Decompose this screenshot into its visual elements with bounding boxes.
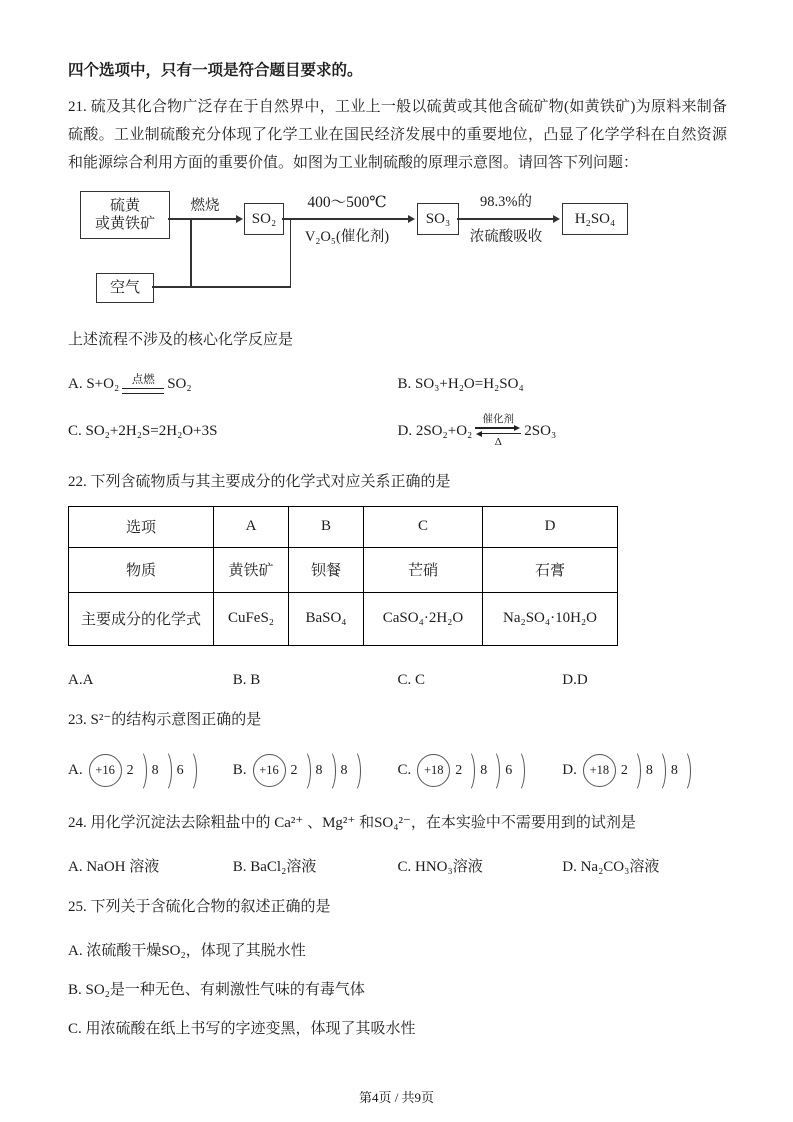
shell-electron-count: 8 (151, 762, 159, 778)
q21-option-a (68, 374, 398, 394)
q21-option-b (398, 376, 728, 393)
option-text: C. C (397, 671, 426, 688)
shell-arc-icon (321, 750, 336, 792)
shell-arc-icon (676, 750, 691, 792)
shell-electron-count: 2 (126, 762, 134, 778)
flow-line (152, 286, 291, 288)
option-text: D.D (562, 671, 588, 688)
flow-arrowhead (553, 215, 560, 223)
section-instruction: 四个选项中，只有一项是符合题目要求的。 (68, 62, 363, 79)
shell-electron-count: 8 (645, 762, 653, 778)
q22-options (68, 672, 727, 689)
option-text: A.A (68, 671, 94, 688)
option-label: A. (68, 762, 83, 779)
q23-option-c (398, 750, 563, 792)
table-row (69, 592, 618, 645)
flow-line (190, 219, 192, 287)
flow-box-source-line2: 或黄铁矿 (94, 216, 155, 233)
shell-electron-count: 8 (340, 762, 348, 778)
shell-arc-icon (485, 750, 500, 792)
shell-arc-icon (182, 750, 197, 792)
q22-option-c (398, 672, 563, 689)
flow-line (290, 219, 292, 287)
q24-stem: 24. 用化学沉淀法去除粗盐中的 Ca²⁺ 、Mg²⁺ 和SO₄²⁻，在本实验中不需要用到的试剂是 (68, 814, 636, 831)
shell-electron-count: 6 (176, 762, 184, 778)
q21-stem: 21. 硫及其化合物广泛存在于自然界中，工业上一般以硫黄或其他含硫矿物(如黄铁矿)为原料来制备硫酸。工业制硫酸充分体现了化学工业在国民经济发展中的重要地位，凸显了化学学科在自然资源和能源综合利用方面的重要价值。如图为工业制硫酸的原理示意图。请回答下列问题： (68, 99, 727, 171)
q25-stem: 25. 下列关于含硫化合物的叙述正确的是 (68, 898, 331, 915)
nucleus: +18 (417, 754, 450, 787)
table-cell: CuFeS₂ (214, 592, 289, 645)
q21-option-d-catalyst: 催化剂 (482, 413, 515, 425)
shell-electron-count: 2 (455, 762, 463, 778)
table-row (69, 547, 618, 592)
flow-box-air: 空气 (96, 273, 154, 303)
table-cell: 钡餐 (289, 547, 364, 592)
flow-line (168, 218, 238, 220)
flow-box-so2: SO₂ (244, 203, 284, 235)
option-text: B. B (232, 671, 261, 688)
nucleus: +18 (583, 754, 616, 787)
q22-option-d (562, 672, 727, 689)
option-text: D. Na₂CO₃溶液 (562, 858, 660, 875)
ignite-condition-equals (122, 374, 164, 394)
q21-option-d (398, 414, 728, 449)
q23-stem: 23. S²⁻的结构示意图正确的是 (68, 711, 262, 728)
q21-option-d-post: 2SO₃ (524, 422, 557, 439)
shell-arc-icon (460, 750, 475, 792)
shell-electron-count: 2 (620, 762, 628, 778)
table-cell: 物质 (69, 547, 214, 592)
flow-arrowhead (408, 215, 415, 223)
q21-options-cd (68, 414, 727, 449)
q22-option-b (233, 672, 398, 689)
q21-option-b-text: B. SO₃+H₂O=H₂SO₄ (397, 375, 524, 392)
nucleus: +16 (253, 754, 286, 787)
flow-condition2-top: 98.3%的 (480, 194, 532, 211)
shell-electron-count: 8 (315, 762, 323, 778)
q22-table (68, 506, 618, 646)
flow-condition2-bottom: 浓硫酸吸收 (469, 229, 543, 246)
reversible-arrow-icon (475, 425, 521, 436)
q21-option-d-pre: D. 2SO₂+O₂ (397, 422, 473, 439)
q24-options (68, 855, 727, 876)
table-cell: B (289, 506, 364, 547)
option-label: B. (232, 762, 247, 779)
shell-electron-count: 6 (505, 762, 513, 778)
nucleus: +16 (89, 754, 122, 787)
option-text: A. 浓硫酸干燥SO₂，体现了其脱水性 (68, 942, 306, 959)
q21-flow-diagram (68, 185, 727, 313)
shell-arc-icon (132, 750, 147, 792)
option-text: A. NaOH 溶液 (68, 858, 160, 875)
table-cell: 芒硝 (364, 547, 483, 592)
flow-condition1-bottom: V₂O₅(催化剂) (304, 229, 390, 246)
flow-box-so3: SO₃ (417, 203, 459, 235)
shell-arc-icon (651, 750, 666, 792)
option-label: D. (562, 762, 577, 779)
flow-condition1-top: 400～500℃ (307, 194, 387, 212)
option-label: C. (397, 762, 412, 779)
q23-option-a (68, 750, 233, 792)
q24-option-a (68, 855, 233, 876)
q24-option-c (398, 855, 563, 876)
q21-option-a-pre: A. S+O₂ (68, 375, 120, 392)
option-text: B. BaCl₂溶液 (232, 858, 317, 875)
flow-box-source (80, 191, 170, 239)
shell-electron-count: 2 (290, 762, 298, 778)
double-line-equals (122, 388, 164, 394)
q23-option-b (233, 750, 398, 792)
q25-option-c (68, 1017, 727, 1038)
q21-option-a-post: SO₂ (167, 375, 192, 392)
q21-option-c (68, 423, 398, 440)
shell-arc-icon (346, 750, 361, 792)
table-cell: 石膏 (483, 547, 618, 592)
table-cell: A (214, 506, 289, 547)
shell-electron-count: 8 (670, 762, 678, 778)
shell-arc-icon (510, 750, 525, 792)
table-cell: BaSO₄ (289, 592, 364, 645)
q24-option-d (562, 855, 727, 876)
q21-question: 上述流程不涉及的核心化学反应是 (68, 332, 294, 349)
table-cell: 黄铁矿 (214, 547, 289, 592)
flow-arrowhead (236, 215, 243, 223)
atom-structure-diagram (89, 750, 197, 792)
table-cell: C (364, 506, 483, 547)
q25-option-b (68, 978, 727, 999)
table-cell: D (483, 506, 618, 547)
table-cell: Na₂SO₄·10H₂O (483, 592, 618, 645)
reversible-reaction-arrow (475, 414, 521, 449)
atom-structure-diagram (583, 750, 691, 792)
option-text: C. HNO₃溶液 (397, 858, 483, 875)
q22-stem: 22. 下列含硫物质与其主要成分的化学式对应关系正确的是 (68, 473, 451, 490)
q21-option-a-condition: 点燃 (131, 374, 155, 387)
flow-box-source-line1: 硫黄 (109, 197, 140, 214)
q21-option-c-text: C. SO₂+2H₂S=2H₂O+3S (68, 422, 218, 439)
table-row (69, 506, 618, 547)
page-number-footer: 第4页 / 共9页 (358, 1090, 435, 1105)
q24-option-b (233, 855, 398, 876)
shell-arc-icon (626, 750, 641, 792)
q21-option-d-delta: Δ (494, 436, 502, 449)
q21-options-ab (68, 374, 727, 394)
q23-options (68, 750, 727, 792)
table-cell: 主要成分的化学式 (69, 592, 214, 645)
atom-structure-diagram (417, 750, 525, 792)
q22-option-a (68, 672, 233, 689)
q23-option-d (562, 750, 727, 792)
option-text: B. SO₂是一种无色、有刺激性气味的有毒气体 (68, 981, 365, 998)
table-cell: 选项 (69, 506, 214, 547)
q25-option-a (68, 939, 727, 960)
flow-label-burn: 燃烧 (190, 198, 220, 215)
shell-arc-icon (296, 750, 311, 792)
shell-arc-icon (157, 750, 172, 792)
flow-line (282, 218, 410, 220)
table-cell: CaSO₄·2H₂O (364, 592, 483, 645)
flow-box-h2so4: H₂SO₄ (562, 203, 628, 235)
atom-structure-diagram (253, 750, 361, 792)
shell-electron-count: 8 (480, 762, 488, 778)
flow-line (457, 218, 555, 220)
option-text: C. 用浓硫酸在纸上书写的字迹变黑，体现了其吸水性 (68, 1020, 416, 1037)
